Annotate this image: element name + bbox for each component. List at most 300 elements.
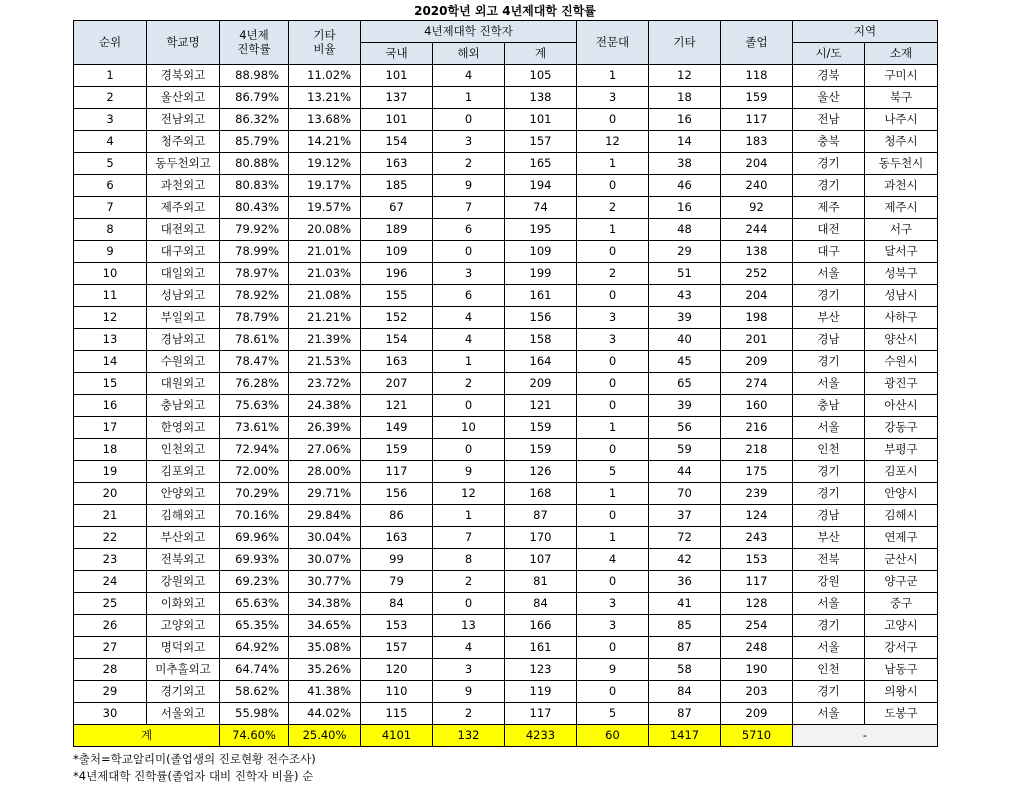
overseas-cell: 6	[433, 219, 505, 241]
city-cell: 강서구	[865, 637, 938, 659]
rate-cell: 80.43%	[220, 197, 289, 219]
college-cell: 2	[577, 197, 649, 219]
city-cell: 연제구	[865, 527, 938, 549]
rank-cell: 13	[74, 329, 147, 351]
college-cell: 0	[577, 241, 649, 263]
total-grad: 5710	[721, 725, 793, 747]
grad-cell: 118	[721, 65, 793, 87]
overseas-cell: 1	[433, 351, 505, 373]
grad-cell: 218	[721, 439, 793, 461]
province-cell: 경기	[793, 681, 865, 703]
domestic-cell: 79	[361, 571, 433, 593]
grad-cell: 183	[721, 131, 793, 153]
rank-cell: 27	[74, 637, 147, 659]
other-rate-cell: 26.39%	[289, 417, 361, 439]
rate-cell: 86.32%	[220, 109, 289, 131]
domestic-cell: 117	[361, 461, 433, 483]
rank-cell: 24	[74, 571, 147, 593]
col-header-province: 시/도	[793, 43, 865, 65]
province-cell: 경기	[793, 175, 865, 197]
overseas-cell: 0	[433, 593, 505, 615]
college-cell: 3	[577, 593, 649, 615]
sum-cell: 194	[505, 175, 577, 197]
other-rate-cell: 28.00%	[289, 461, 361, 483]
table-row	[74, 681, 938, 703]
rate-cell: 65.63%	[220, 593, 289, 615]
school-cell: 경기외고	[147, 681, 220, 703]
other-cell: 18	[649, 87, 721, 109]
overseas-cell: 13	[433, 615, 505, 637]
city-cell: 나주시	[865, 109, 938, 131]
college-cell: 1	[577, 417, 649, 439]
rate-cell: 64.74%	[220, 659, 289, 681]
province-cell: 충북	[793, 131, 865, 153]
rate-cell: 70.16%	[220, 505, 289, 527]
other-cell: 59	[649, 439, 721, 461]
school-cell: 한영외고	[147, 417, 220, 439]
college-cell: 1	[577, 219, 649, 241]
city-cell: 남동구	[865, 659, 938, 681]
city-cell: 서구	[865, 219, 938, 241]
school-cell: 김포외고	[147, 461, 220, 483]
other-rate-cell: 14.21%	[289, 131, 361, 153]
rank-cell: 16	[74, 395, 147, 417]
other-cell: 16	[649, 197, 721, 219]
city-cell: 양산시	[865, 329, 938, 351]
other-rate-cell: 30.77%	[289, 571, 361, 593]
overseas-cell: 9	[433, 175, 505, 197]
other-cell: 41	[649, 593, 721, 615]
school-cell: 대전외고	[147, 219, 220, 241]
city-cell: 의왕시	[865, 681, 938, 703]
overseas-cell: 4	[433, 307, 505, 329]
domestic-cell: 153	[361, 615, 433, 637]
sum-cell: 161	[505, 285, 577, 307]
rank-cell: 1	[74, 65, 147, 87]
table-row	[74, 549, 938, 571]
other-rate-cell: 23.72%	[289, 373, 361, 395]
province-cell: 대전	[793, 219, 865, 241]
col-header-college: 전문대	[577, 21, 649, 65]
col-header-rank: 순위	[74, 21, 147, 65]
domestic-cell: 185	[361, 175, 433, 197]
total-region: -	[793, 725, 938, 747]
rate-cell: 80.83%	[220, 175, 289, 197]
table-row	[74, 571, 938, 593]
other-rate-cell: 44.02%	[289, 703, 361, 725]
table-row	[74, 505, 938, 527]
school-cell: 과천외고	[147, 175, 220, 197]
grad-cell: 124	[721, 505, 793, 527]
province-cell: 대구	[793, 241, 865, 263]
rank-cell: 23	[74, 549, 147, 571]
overseas-cell: 4	[433, 637, 505, 659]
school-cell: 동두천외고	[147, 153, 220, 175]
sum-cell: 158	[505, 329, 577, 351]
rank-cell: 6	[74, 175, 147, 197]
other-cell: 16	[649, 109, 721, 131]
sum-cell: 159	[505, 417, 577, 439]
other-cell: 40	[649, 329, 721, 351]
rate-cell: 55.98%	[220, 703, 289, 725]
other-rate-cell: 30.04%	[289, 527, 361, 549]
grad-cell: 248	[721, 637, 793, 659]
table-row	[74, 65, 938, 87]
rank-cell: 20	[74, 483, 147, 505]
table-row	[74, 153, 938, 175]
province-cell: 서울	[793, 703, 865, 725]
rank-cell: 4	[74, 131, 147, 153]
rate-cell: 64.92%	[220, 637, 289, 659]
domestic-cell: 99	[361, 549, 433, 571]
table-body	[74, 65, 938, 725]
domestic-cell: 189	[361, 219, 433, 241]
table-row	[74, 439, 938, 461]
domestic-cell: 154	[361, 329, 433, 351]
other-cell: 39	[649, 307, 721, 329]
grad-cell: 204	[721, 285, 793, 307]
col-header-overseas: 해외	[433, 43, 505, 65]
college-cell: 2	[577, 263, 649, 285]
table-row	[74, 373, 938, 395]
other-cell: 14	[649, 131, 721, 153]
other-rate-cell: 41.38%	[289, 681, 361, 703]
table-row	[74, 483, 938, 505]
province-cell: 강원	[793, 571, 865, 593]
rate-cell: 69.23%	[220, 571, 289, 593]
school-cell: 명덕외고	[147, 637, 220, 659]
grad-cell: 117	[721, 571, 793, 593]
other-rate-cell: 29.84%	[289, 505, 361, 527]
province-cell: 경기	[793, 615, 865, 637]
rank-cell: 25	[74, 593, 147, 615]
college-cell: 1	[577, 483, 649, 505]
total-domestic: 4101	[361, 725, 433, 747]
other-rate-cell: 34.38%	[289, 593, 361, 615]
school-cell: 대원외고	[147, 373, 220, 395]
other-cell: 72	[649, 527, 721, 549]
rank-cell: 5	[74, 153, 147, 175]
city-cell: 안양시	[865, 483, 938, 505]
other-rate-cell: 21.03%	[289, 263, 361, 285]
other-rate-cell: 29.71%	[289, 483, 361, 505]
total-overseas: 132	[433, 725, 505, 747]
sum-cell: 81	[505, 571, 577, 593]
table-row	[74, 307, 938, 329]
domestic-cell: 101	[361, 65, 433, 87]
rate-cell: 73.61%	[220, 417, 289, 439]
school-cell: 제주외고	[147, 197, 220, 219]
total-row	[74, 725, 938, 747]
province-cell: 부산	[793, 527, 865, 549]
overseas-cell: 3	[433, 131, 505, 153]
sum-cell: 119	[505, 681, 577, 703]
city-cell: 군산시	[865, 549, 938, 571]
province-cell: 경기	[793, 483, 865, 505]
table-row	[74, 87, 938, 109]
rank-cell: 29	[74, 681, 147, 703]
sum-cell: 121	[505, 395, 577, 417]
rate-cell: 78.97%	[220, 263, 289, 285]
school-cell: 인천외고	[147, 439, 220, 461]
school-cell: 김해외고	[147, 505, 220, 527]
overseas-cell: 10	[433, 417, 505, 439]
sum-cell: 168	[505, 483, 577, 505]
province-cell: 경남	[793, 505, 865, 527]
college-cell: 5	[577, 461, 649, 483]
domestic-cell: 149	[361, 417, 433, 439]
rank-cell: 30	[74, 703, 147, 725]
overseas-cell: 7	[433, 197, 505, 219]
school-cell: 부일외고	[147, 307, 220, 329]
total-other: 1417	[649, 725, 721, 747]
province-cell: 서울	[793, 263, 865, 285]
city-cell: 동두천시	[865, 153, 938, 175]
school-cell: 경남외고	[147, 329, 220, 351]
school-cell: 강원외고	[147, 571, 220, 593]
col-header-school: 학교명	[147, 21, 220, 65]
table-row	[74, 109, 938, 131]
college-cell: 0	[577, 395, 649, 417]
domestic-cell: 156	[361, 483, 433, 505]
school-cell: 이화외고	[147, 593, 220, 615]
province-cell: 인천	[793, 659, 865, 681]
overseas-cell: 2	[433, 703, 505, 725]
table-row	[74, 175, 938, 197]
table-row	[74, 219, 938, 241]
college-cell: 0	[577, 373, 649, 395]
school-cell: 수원외고	[147, 351, 220, 373]
sort-note: *4년제대학 진학률(졸업자 대비 진학자 비율) 순	[73, 769, 314, 783]
sum-cell: 109	[505, 241, 577, 263]
school-cell: 경북외고	[147, 65, 220, 87]
sum-cell: 159	[505, 439, 577, 461]
other-rate-cell: 13.21%	[289, 87, 361, 109]
college-cell: 3	[577, 307, 649, 329]
rate-cell: 88.98%	[220, 65, 289, 87]
sum-cell: 165	[505, 153, 577, 175]
sum-cell: 117	[505, 703, 577, 725]
grad-cell: 138	[721, 241, 793, 263]
overseas-cell: 9	[433, 461, 505, 483]
total-college: 60	[577, 725, 649, 747]
table-row	[74, 527, 938, 549]
rank-cell: 2	[74, 87, 147, 109]
grad-cell: 209	[721, 703, 793, 725]
other-rate-cell: 19.57%	[289, 197, 361, 219]
sum-cell: 166	[505, 615, 577, 637]
other-rate-cell: 34.65%	[289, 615, 361, 637]
college-cell: 4	[577, 549, 649, 571]
province-cell: 서울	[793, 373, 865, 395]
grad-cell: 216	[721, 417, 793, 439]
rank-cell: 8	[74, 219, 147, 241]
province-cell: 인천	[793, 439, 865, 461]
domestic-cell: 115	[361, 703, 433, 725]
grad-cell: 274	[721, 373, 793, 395]
college-cell: 0	[577, 351, 649, 373]
col-header-other-rate: 기타 비율	[289, 21, 361, 65]
school-cell: 미추홀외고	[147, 659, 220, 681]
province-cell: 경북	[793, 65, 865, 87]
overseas-cell: 1	[433, 87, 505, 109]
grad-cell: 203	[721, 681, 793, 703]
domestic-cell: 109	[361, 241, 433, 263]
college-cell: 0	[577, 681, 649, 703]
rank-cell: 12	[74, 307, 147, 329]
sum-cell: 199	[505, 263, 577, 285]
school-cell: 울산외고	[147, 87, 220, 109]
overseas-cell: 7	[433, 527, 505, 549]
total-rate: 74.60%	[220, 725, 289, 747]
domestic-cell: 137	[361, 87, 433, 109]
domestic-cell: 159	[361, 439, 433, 461]
other-cell: 65	[649, 373, 721, 395]
other-cell: 37	[649, 505, 721, 527]
sum-cell: 126	[505, 461, 577, 483]
col-header-rate4: 4년제 진학률	[220, 21, 289, 65]
table-row	[74, 703, 938, 725]
rank-cell: 19	[74, 461, 147, 483]
sum-cell: 209	[505, 373, 577, 395]
grad-cell: 159	[721, 87, 793, 109]
other-cell: 43	[649, 285, 721, 307]
table-row	[74, 263, 938, 285]
school-cell: 충남외고	[147, 395, 220, 417]
overseas-cell: 1	[433, 505, 505, 527]
other-cell: 39	[649, 395, 721, 417]
other-cell: 58	[649, 659, 721, 681]
other-cell: 87	[649, 703, 721, 725]
table-row	[74, 659, 938, 681]
school-cell: 서울외고	[147, 703, 220, 725]
city-cell: 고양시	[865, 615, 938, 637]
college-cell: 0	[577, 637, 649, 659]
grad-cell: 190	[721, 659, 793, 681]
college-cell: 5	[577, 703, 649, 725]
college-cell: 0	[577, 175, 649, 197]
other-cell: 85	[649, 615, 721, 637]
rate-cell: 78.47%	[220, 351, 289, 373]
college-cell: 3	[577, 615, 649, 637]
province-cell: 전남	[793, 109, 865, 131]
grad-cell: 128	[721, 593, 793, 615]
school-cell: 전북외고	[147, 549, 220, 571]
other-rate-cell: 13.68%	[289, 109, 361, 131]
city-cell: 광진구	[865, 373, 938, 395]
domestic-cell: 163	[361, 527, 433, 549]
col-header-city: 소재	[865, 43, 938, 65]
sum-cell: 74	[505, 197, 577, 219]
overseas-cell: 9	[433, 681, 505, 703]
province-cell: 서울	[793, 417, 865, 439]
college-cell: 0	[577, 439, 649, 461]
school-cell: 청주외고	[147, 131, 220, 153]
rate-cell: 85.79%	[220, 131, 289, 153]
domestic-cell: 120	[361, 659, 433, 681]
other-rate-cell: 21.08%	[289, 285, 361, 307]
domestic-cell: 86	[361, 505, 433, 527]
college-cell: 1	[577, 153, 649, 175]
grad-cell: 198	[721, 307, 793, 329]
other-rate-cell: 35.26%	[289, 659, 361, 681]
city-cell: 성북구	[865, 263, 938, 285]
rank-cell: 28	[74, 659, 147, 681]
city-cell: 김포시	[865, 461, 938, 483]
grad-cell: 240	[721, 175, 793, 197]
domestic-cell: 163	[361, 153, 433, 175]
province-cell: 부산	[793, 307, 865, 329]
rate-cell: 72.94%	[220, 439, 289, 461]
other-cell: 84	[649, 681, 721, 703]
college-cell: 0	[577, 571, 649, 593]
rate-cell: 79.92%	[220, 219, 289, 241]
sum-cell: 170	[505, 527, 577, 549]
domestic-cell: 155	[361, 285, 433, 307]
grad-cell: 209	[721, 351, 793, 373]
sum-cell: 107	[505, 549, 577, 571]
rank-cell: 3	[74, 109, 147, 131]
city-cell: 청주시	[865, 131, 938, 153]
table-row	[74, 197, 938, 219]
rate-cell: 78.92%	[220, 285, 289, 307]
province-cell: 경기	[793, 461, 865, 483]
school-cell: 대일외고	[147, 263, 220, 285]
grad-cell: 243	[721, 527, 793, 549]
total-label: 계	[74, 725, 220, 747]
school-cell: 고양외고	[147, 615, 220, 637]
other-cell: 56	[649, 417, 721, 439]
province-cell: 경남	[793, 329, 865, 351]
domestic-cell: 84	[361, 593, 433, 615]
city-cell: 중구	[865, 593, 938, 615]
city-cell: 도봉구	[865, 703, 938, 725]
city-cell: 부평구	[865, 439, 938, 461]
other-rate-cell: 21.39%	[289, 329, 361, 351]
grad-cell: 160	[721, 395, 793, 417]
table-row	[74, 131, 938, 153]
sum-cell: 84	[505, 593, 577, 615]
province-cell: 울산	[793, 87, 865, 109]
other-cell: 46	[649, 175, 721, 197]
province-cell: 경기	[793, 351, 865, 373]
province-cell: 충남	[793, 395, 865, 417]
grad-cell: 117	[721, 109, 793, 131]
school-cell: 안양외고	[147, 483, 220, 505]
rate-cell: 69.93%	[220, 549, 289, 571]
sum-cell: 105	[505, 65, 577, 87]
city-cell: 사하구	[865, 307, 938, 329]
grad-cell: 254	[721, 615, 793, 637]
domestic-cell: 67	[361, 197, 433, 219]
college-cell: 0	[577, 505, 649, 527]
other-rate-cell: 20.08%	[289, 219, 361, 241]
sum-cell: 156	[505, 307, 577, 329]
col-header-univ4-group: 4년제대학 진학자	[361, 21, 577, 43]
other-rate-cell: 19.12%	[289, 153, 361, 175]
other-rate-cell: 21.53%	[289, 351, 361, 373]
other-rate-cell: 21.21%	[289, 307, 361, 329]
table-row	[74, 417, 938, 439]
rate-cell: 80.88%	[220, 153, 289, 175]
col-header-sum: 계	[505, 43, 577, 65]
city-cell: 과천시	[865, 175, 938, 197]
overseas-cell: 6	[433, 285, 505, 307]
total-sum: 4233	[505, 725, 577, 747]
table-row	[74, 615, 938, 637]
rate-cell: 78.99%	[220, 241, 289, 263]
sum-cell: 157	[505, 131, 577, 153]
